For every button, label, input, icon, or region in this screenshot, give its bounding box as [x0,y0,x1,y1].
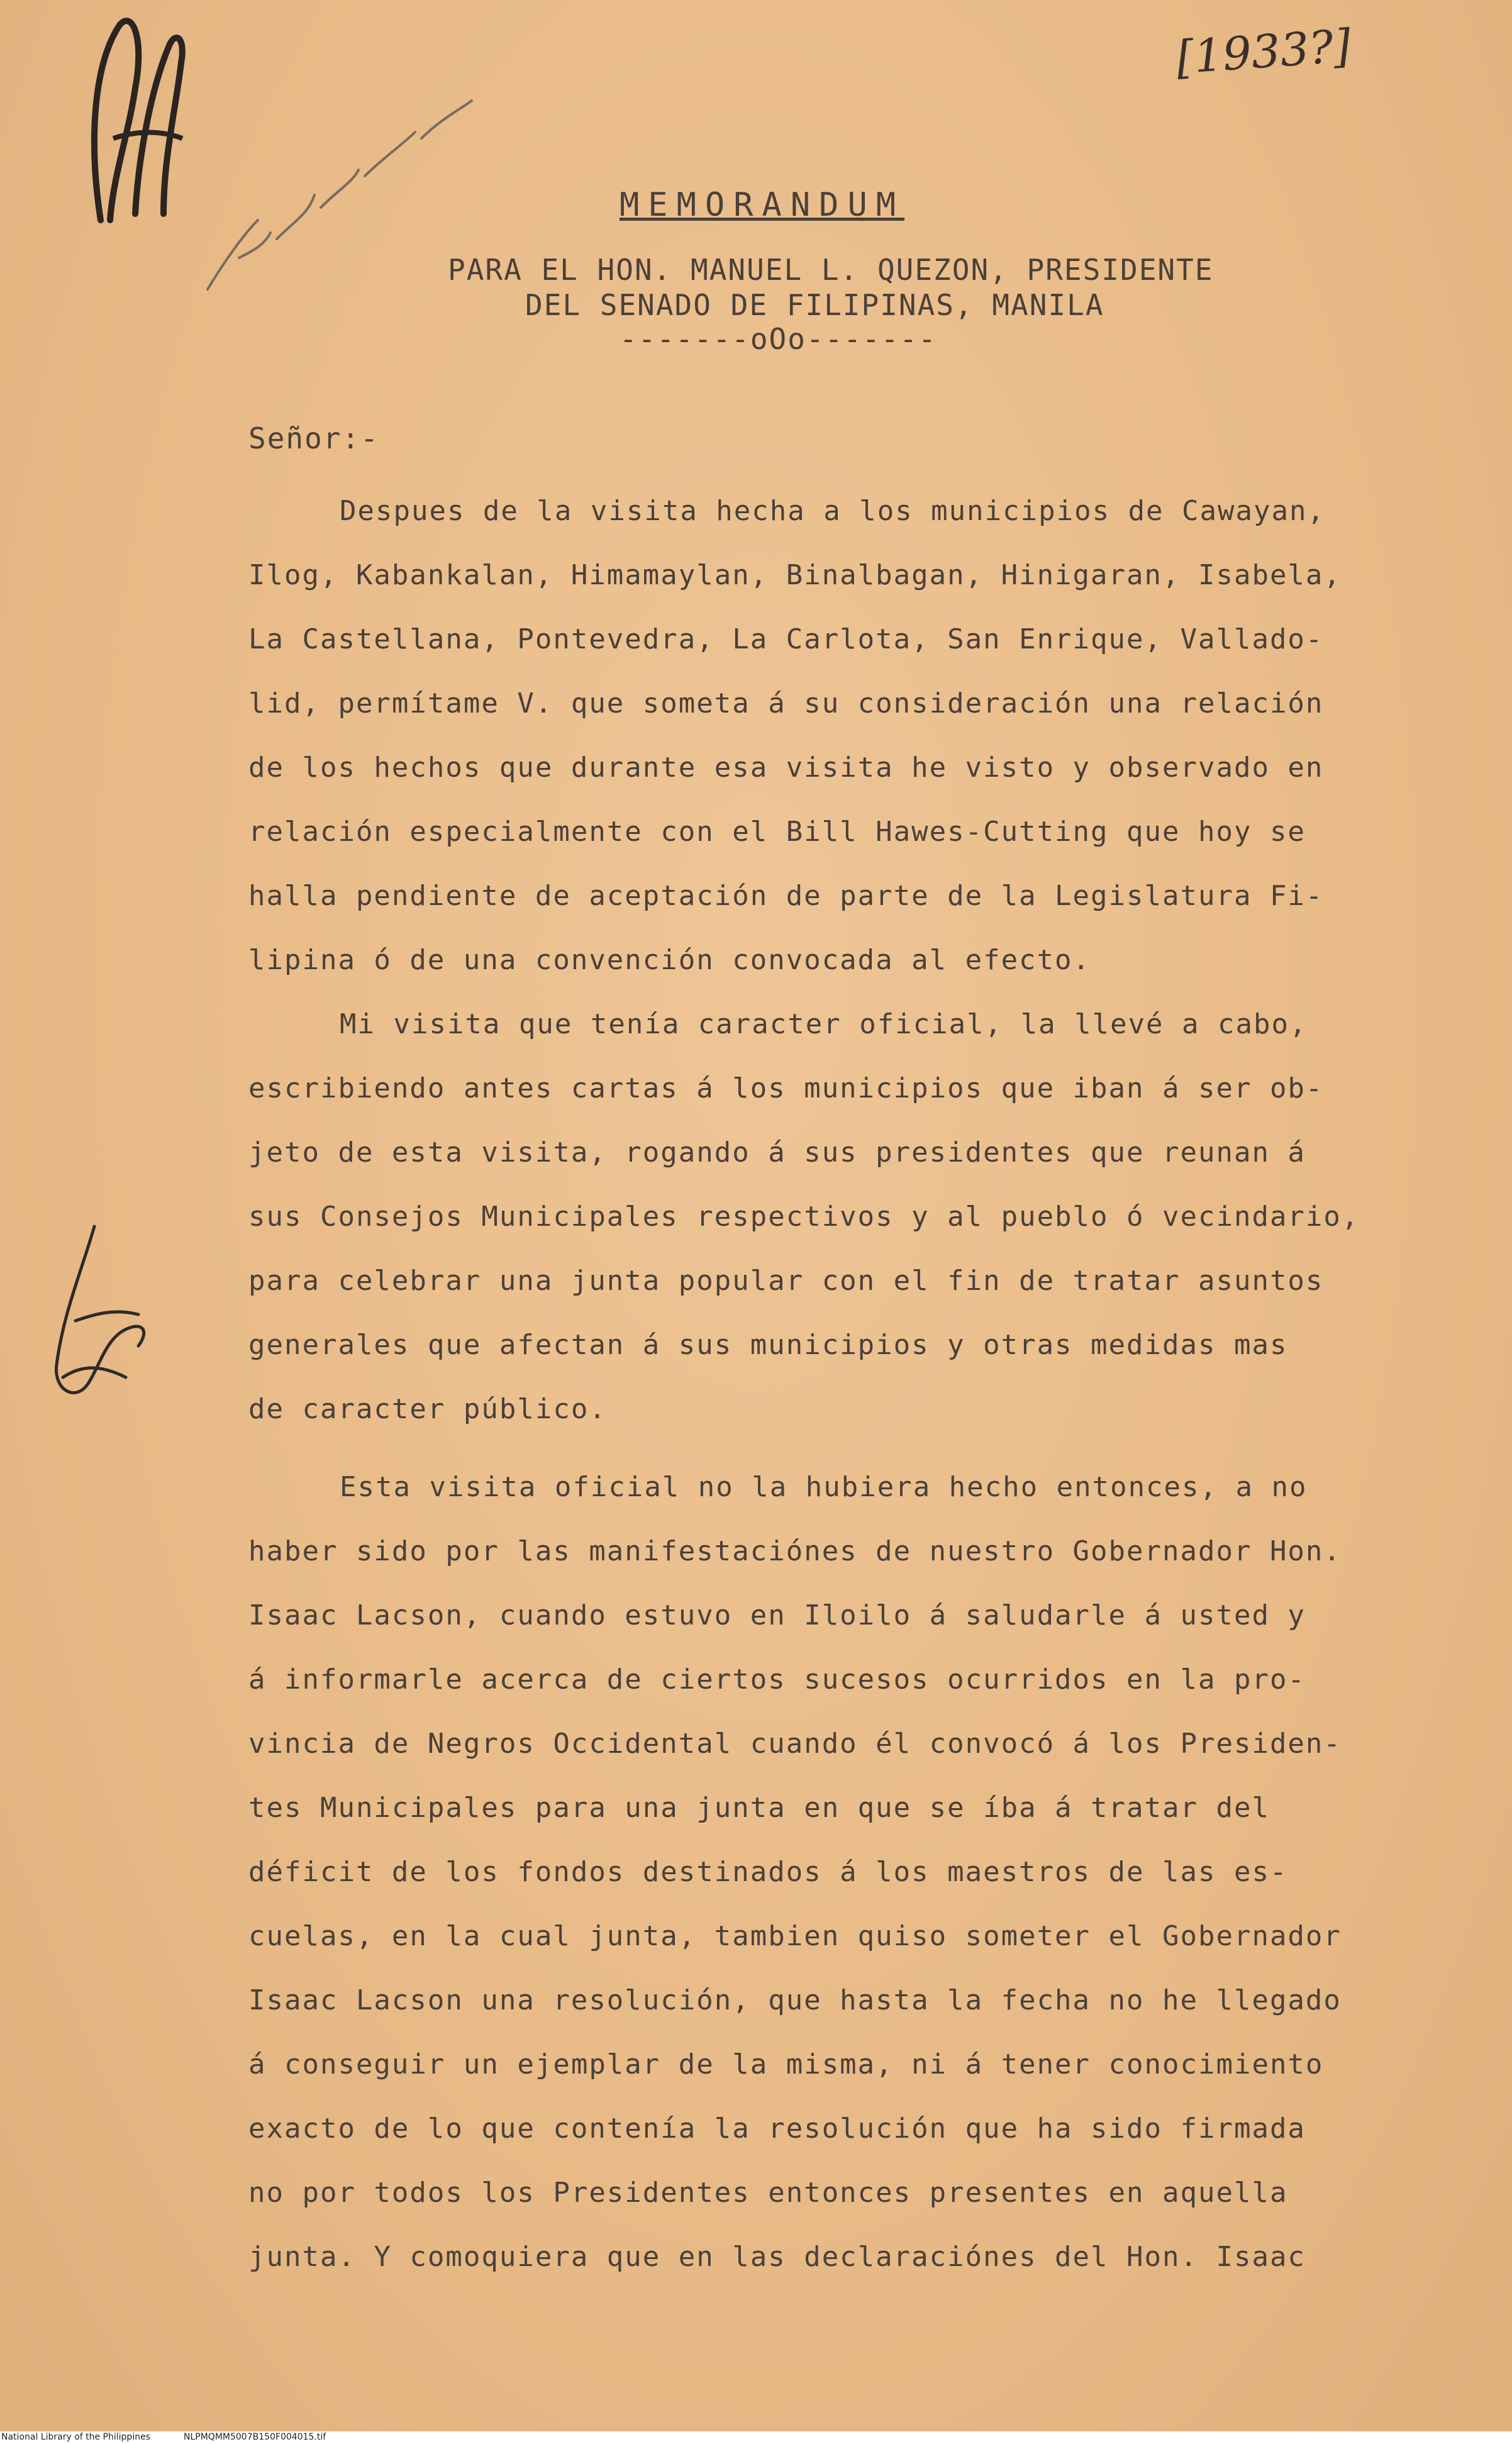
body-line: Mi visita que tenía caracter oficial, la llevé a cabo, [340,1008,1308,1040]
body-line: vincia de Negros Occidental cuando él convocó á los Presiden- [248,1728,1342,1760]
body-line: generales que afectan á sus municipios y otras medidas mas [248,1329,1288,1361]
handwritten-pencil-note [201,94,478,302]
header-separator: -------oOo------- [620,322,937,356]
body-line: junta. Y comoquiera que en las declaraciónes del Hon. Isaac [248,2241,1306,2273]
body-line: Isaac Lacson una resolución, que hasta la fecha no he llegado [248,1984,1342,2016]
addressee-line-2: DEL SENADO DE FILIPINAS, MANILA [525,288,1104,322]
handwritten-year-annotation: [1933?] [1174,19,1353,84]
body-line: sus Consejos Municipales respectivos y al pueblo ó vecindario, [248,1201,1360,1233]
body-line: para celebrar una junta popular con el fin de tratar asuntos [248,1265,1324,1297]
body-line: lid, permítame V. que someta á su consideración una relación [248,687,1324,719]
body-line: exacto de lo que contenía la resolución que ha sido firmada [248,2113,1306,2145]
handwritten-side-mark [38,1220,151,1409]
addressee-line-1: PARA EL HON. MANUEL L. QUEZON, PRESIDENTE [448,253,1214,287]
body-line: tes Municipales para una junta en que se íba á tratar del [248,1792,1270,1824]
handwritten-scribble-mark [75,13,220,239]
scan-credit: National Library of the Philippines [1,2432,150,2442]
body-line: déficit de los fondos destinados á los maestros de las es- [248,1856,1288,1888]
salutation: Señor:- [248,421,379,455]
body-line: La Castellana, Pontevedra, La Carlota, San Enrique, Vallado- [248,623,1324,655]
body-line: Despues de la visita hecha a los municipios de Cawayan, [340,495,1325,527]
body-line: haber sido por las manifestaciónes de nuestro Gobernador Hon. [248,1535,1342,1567]
body-line: de los hechos que durante esa visita he visto y observado en [248,752,1324,784]
body-line: escribiendo antes cartas á los municipios que iban á ser ob- [248,1072,1324,1104]
body-line: á conseguir un ejemplar de la misma, ni á tener conocimiento [248,2048,1324,2080]
body-line: cuelas, en la cual junta, tambien quiso someter el Gobernador [248,1920,1342,1952]
body-line: Ilog, Kabankalan, Himamaylan, Binalbagan, Hinigaran, Isabela, [248,559,1342,591]
body-line: halla pendiente de aceptación de parte de la Legislatura Fi- [248,880,1324,912]
body-line: relación especialmente con el Bill Hawes-Cutting que hoy se [248,816,1306,848]
memo-body [248,479,1431,2289]
memo-title: MEMORANDUM [620,186,905,224]
scan-filename: NLPMQMM5007B150F004015.tif [184,2432,326,2442]
body-line: jeto de esta visita, rogando á sus presidentes que reunan á [248,1136,1306,1169]
body-line: Isaac Lacson, cuando estuvo en Iloilo á saludarle á usted y [248,1599,1306,1631]
body-line: lipina ó de una convención convocada al efecto. [248,944,1091,976]
body-line: no por todos los Presidentes entonces presentes en aquella [248,2177,1288,2209]
body-line: Esta visita oficial no la hubiera hecho entonces, a no [340,1471,1308,1503]
body-line: á informarle acerca de ciertos sucesos ocurridos en la pro- [248,1664,1306,1696]
body-line: de caracter público. [248,1393,607,1425]
